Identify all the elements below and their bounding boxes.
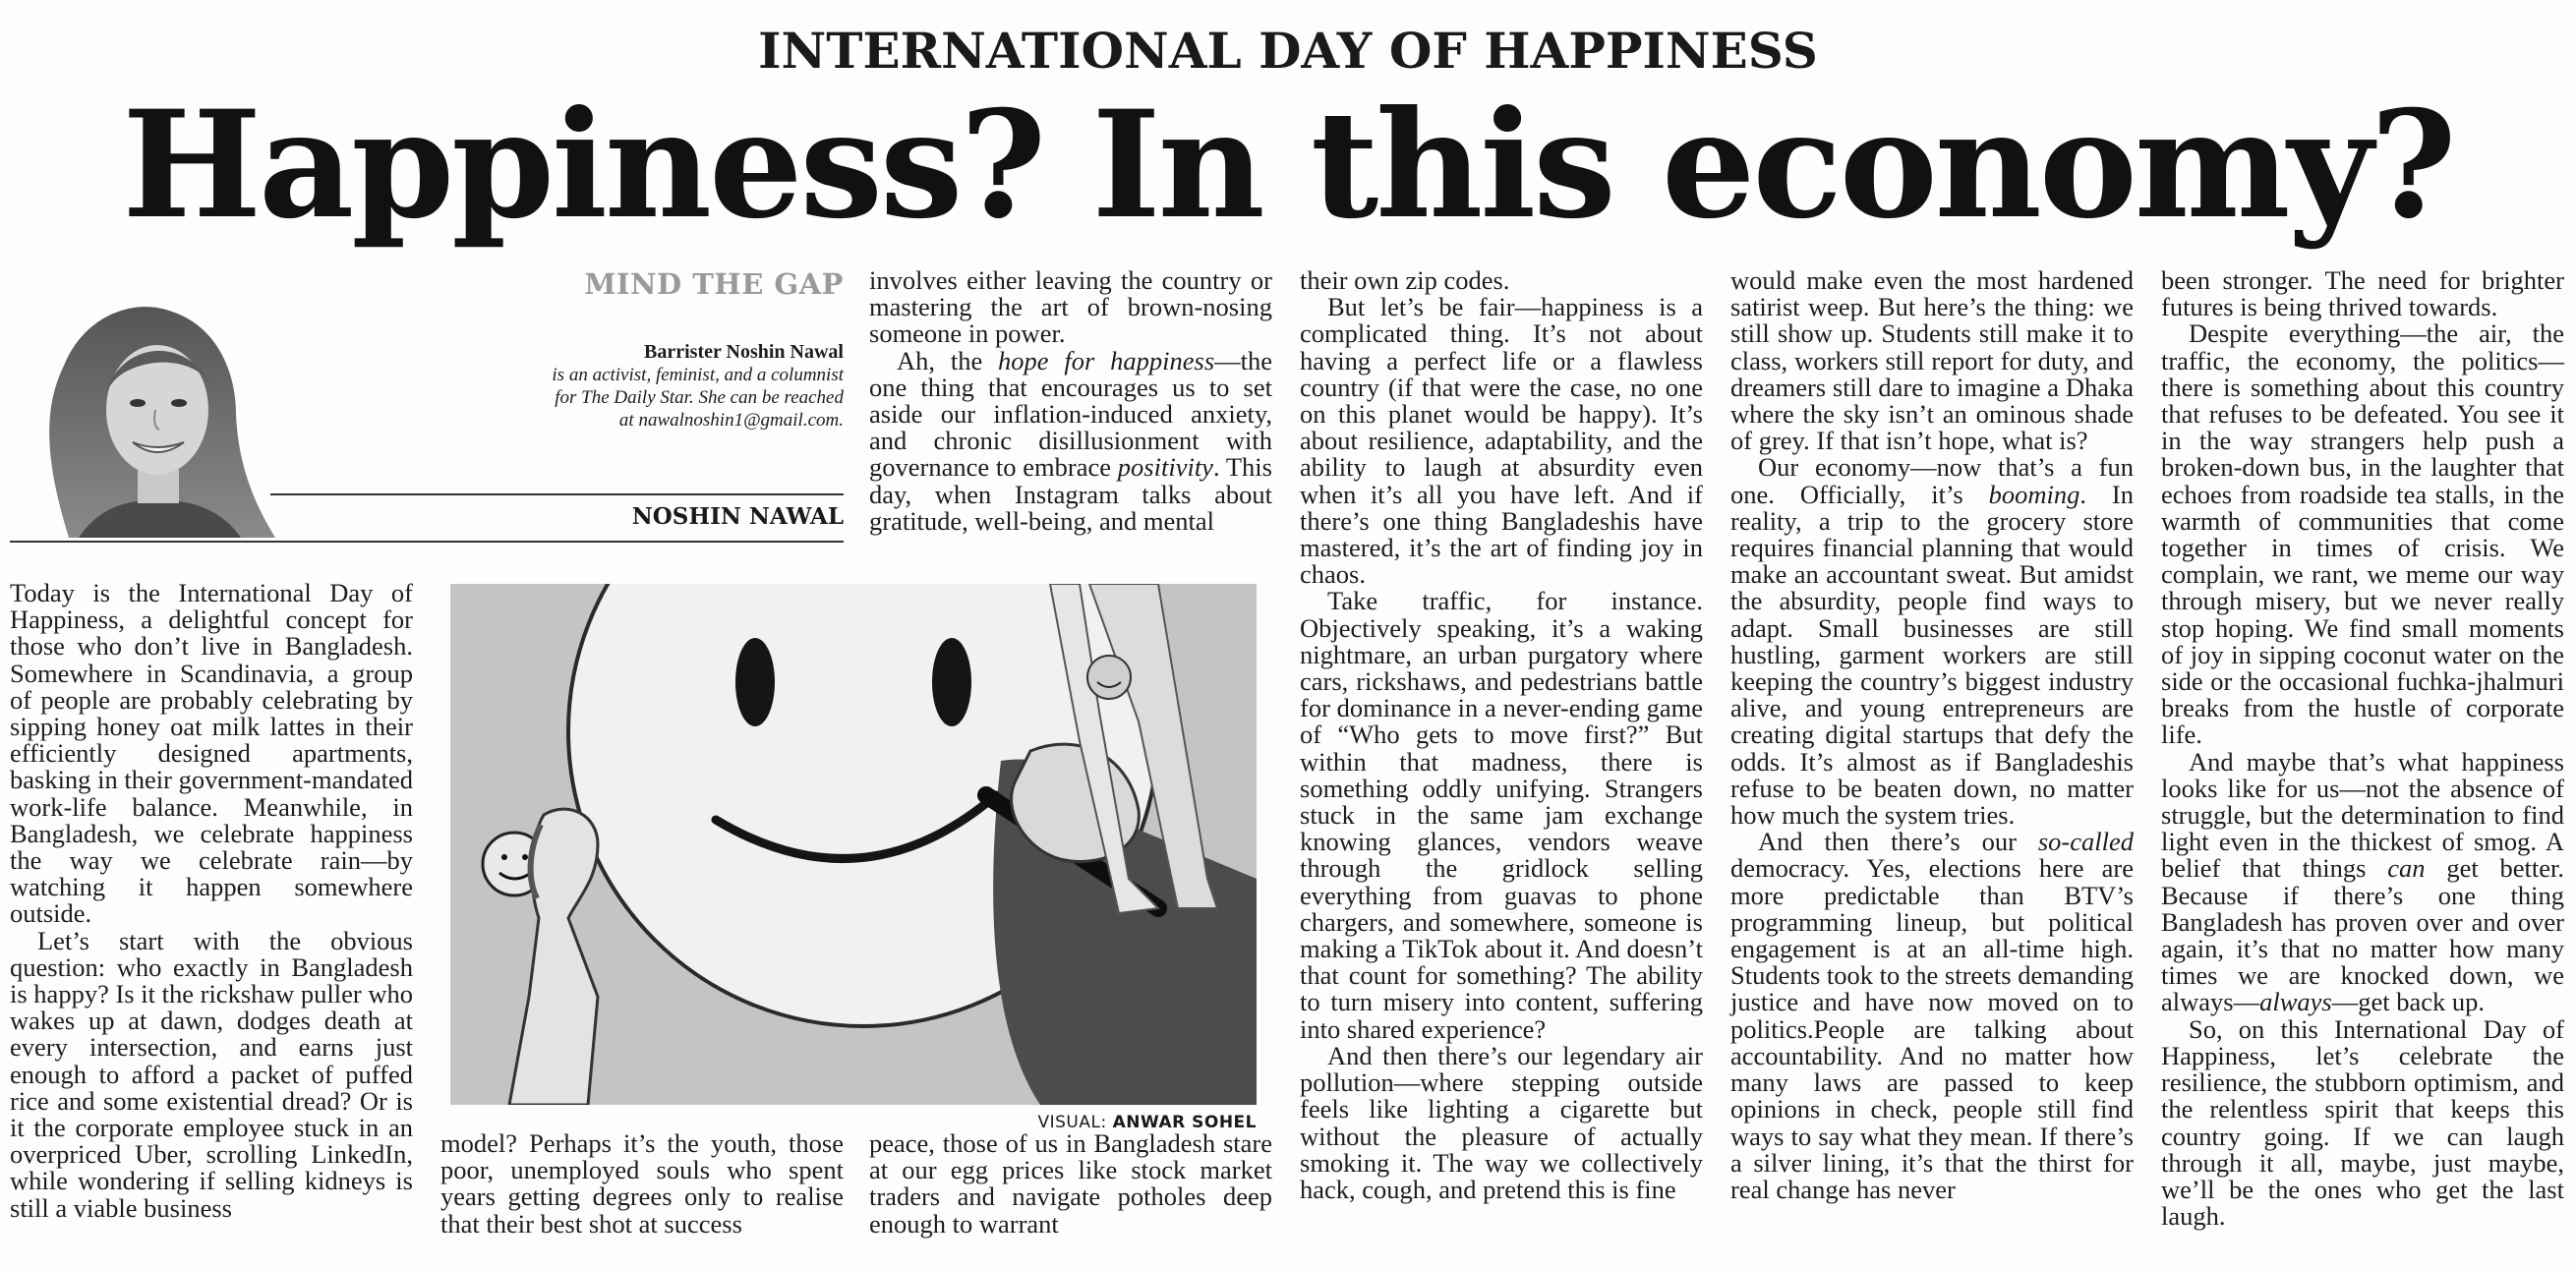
paragraph: Let’s start with the obvious question: who exactly in Bangladesh is happy? Is it the rickshaw puller who wakes up at dawn, dodges death at every intersection, and earns just enough to afford a packet of puffed rice and some existential dread? Or is it the corporate employee stuck in an overpriced Uber, scrolling LinkedIn, while wondering if selling kidneys is still a viable business <box>10 925 413 1223</box>
kicker: INTERNATIONAL DAY OF HAPPINESS <box>758 22 1818 80</box>
text-run: democracy. Yes, elections here are more predictable than BTV’s programming lineup, but political engagement is at an all-time high. Students took to the streets demanding justice and have now moved on to politics.People are talking about accountability. And no matter how many laws are passed to keep opinions in check, people still find ways to say what they mean. If there’s a silver lining, it’s that the thirst for real change has never <box>1730 853 2134 1204</box>
emphasis: hope for happiness <box>998 345 1215 375</box>
text-run: —get back up. <box>2331 987 2485 1017</box>
column-5 <box>1730 267 2134 1203</box>
paragraph <box>1730 829 2134 1203</box>
emphasis: can <box>2387 853 2426 884</box>
credit-name: ANWAR SOHEL <box>1112 1113 1257 1132</box>
author-name: Barrister Noshin Nawal <box>644 341 844 363</box>
column-3-top <box>869 267 1272 535</box>
author-block <box>10 267 844 545</box>
emphasis: booming <box>1988 479 2080 509</box>
paragraph: peace, those of us in Bangladesh stare at our egg prices like stock market traders and navigate potholes deep enough to warrant <box>869 1128 1272 1239</box>
column-3-bottom <box>869 1130 1272 1238</box>
column-2 <box>440 1130 844 1238</box>
text-run: —the one thing that encourages us to set aside our inflation-induced anxiety, and chronic disillusionment with governance to embrace <box>869 345 1273 483</box>
text-run: Our economy—now that’s a fun one. Officially, it’s <box>1730 452 2134 509</box>
smiley-illustration <box>450 584 1257 1105</box>
column-name: MIND THE GAP <box>584 267 844 301</box>
emphasis: so-called <box>2037 827 2134 857</box>
paragraph: And then there’s our legendary air pollution—where stepping outside feels like lighting a cigarette but without the pleasure of actually smoking it. The way we collectively hack, cough, and pretend this is fine <box>1300 1040 1703 1204</box>
paragraph: Take traffic, for instance. Objectively speaking, it’s a waking nightmare, an urban purgatory where cars, rickshaws, and pedestrians battle for dominance in a never-ending game of “Who gets to move first?” But within that madness, there is something oddly unifying. Strangers stuck in the same jam exchange knowing glances, vendors weave through the gridlock selling everything from guavas to phone chargers, and somewhere, someone is making a TikTok about it. And doesn’t that count for something? The ability to turn misery into content, suffering into shared experience? <box>1300 586 1703 1044</box>
paragraph <box>869 345 1273 536</box>
text-run: . In reality, a trip to the grocery store requires financial planning that would make an accountant sweat. But amidst the absurdity, people find ways to adapt. Small businesses are still hustling, garment workers are still keeping the country’s biggest industry alive, and young entrepreneurs are creating digital startups that defy the odds. It’s almost as if Bangladeshis refuse to be beaten down, no matter how much the system tries. <box>1730 479 2134 831</box>
paragraph <box>2161 746 2564 1017</box>
column-1 <box>10 580 413 1222</box>
bio-line: is an activist, feminist, and a columnist <box>552 365 844 385</box>
column-4 <box>1300 267 1703 1203</box>
paragraph: their own zip codes. <box>1300 265 1510 295</box>
headline: Happiness? In this economy? <box>122 79 2454 252</box>
column-6 <box>2161 267 2564 1230</box>
credit-label: VISUAL: <box>1037 1113 1107 1132</box>
text-run: And maybe that’s what happiness looks like for us—not the absence of struggle, but the determination to find light even in the thickest of smog. A belief that things <box>2161 746 2564 884</box>
paragraph: been stronger. The need for brighter futures is being thrived towards. <box>2161 265 2564 322</box>
byline: NOSHIN NAWAL <box>631 503 844 530</box>
divider <box>270 493 844 495</box>
paragraph: involves either leaving the country or mastering the art of brown-nosing someone in power. <box>869 265 1272 349</box>
emphasis: always <box>2259 987 2332 1017</box>
bio-line: at nawalnoshin1@gmail.com. <box>618 410 844 431</box>
author-bio <box>293 341 844 432</box>
paragraph: So, on this International Day of Happiness, let’s celebrate the resilience, the stubborn optimism, and the relentless spirit that keeps this country going. If we can laugh through it all, maybe, just maybe, we’ll be the ones who get the last laugh. <box>2161 1013 2564 1232</box>
paragraph <box>1730 454 2134 829</box>
paragraph: would make even the most hardened satirist weep. But here’s the thing: we still show up. Students still make it to class, workers still report for duty, and dreamers still dare to imagine a Dhaka where the sky isn’t an ominous shade of grey. If that isn’t hope, what is? <box>1730 265 2134 456</box>
paragraph: Today is the International Day of Happiness, a delightful concept for those who don’t live in Bangladesh. Somewhere in Scandinavia, a group of people are probably celebrating by sipping honey oat milk lattes in their efficiently designed apartments, basking in their government-mandated work-life balance. Meanwhile, in Bangladesh, we celebrate happiness the way we celebrate rain—by watching it happen somewhere outside. <box>10 578 413 929</box>
text-run: Ah, the <box>897 345 999 375</box>
paragraph: But let’s be fair—happiness is a complicated thing. It’s not about having a perfect life or a flawless country (if that were the case, no one on this planet would be happy). It’s about resilience, adaptability, and the ability to laugh at absurdity even when it’s all you have left. And if there’s one thing Bangladeshis have mastered, it’s the art of finding joy in chaos. <box>1300 292 1703 590</box>
bio-line: for The Daily Star. She can be reached <box>555 387 844 408</box>
text-run: And then there’s our <box>1758 827 2038 857</box>
text-run: . This day, when Instagram talks about gratitude, well-being, and mental <box>869 452 1272 536</box>
author-portrait <box>10 277 295 538</box>
paragraph: Despite everything—the air, the traffic, the economy, the politics—there is something about this country that refuses to be defeated. You see it in the way strangers help push a broken-down bus, in the laughter that echoes from roadside tea stalls, in the warmth of communities that come together in times of crisis. We complain, we rant, we meme our way through misery, but we never really stop hoping. We find small moments of joy in sipping coconut water on the side or the occasional fuchka-jhalmuri breaks from the hustle of corporate life. <box>2161 318 2564 750</box>
text-run: get better. Because if there’s one thing Bangladesh has proven over and over again, it’s that no matter how many times we are knocked down, we always— <box>2161 853 2564 1017</box>
divider <box>10 541 844 543</box>
paragraph: model? Perhaps it’s the youth, those poor, unemployed souls who spent years getting degrees only to realise that their best shot at success <box>440 1128 844 1239</box>
emphasis: positivity <box>1117 452 1213 483</box>
